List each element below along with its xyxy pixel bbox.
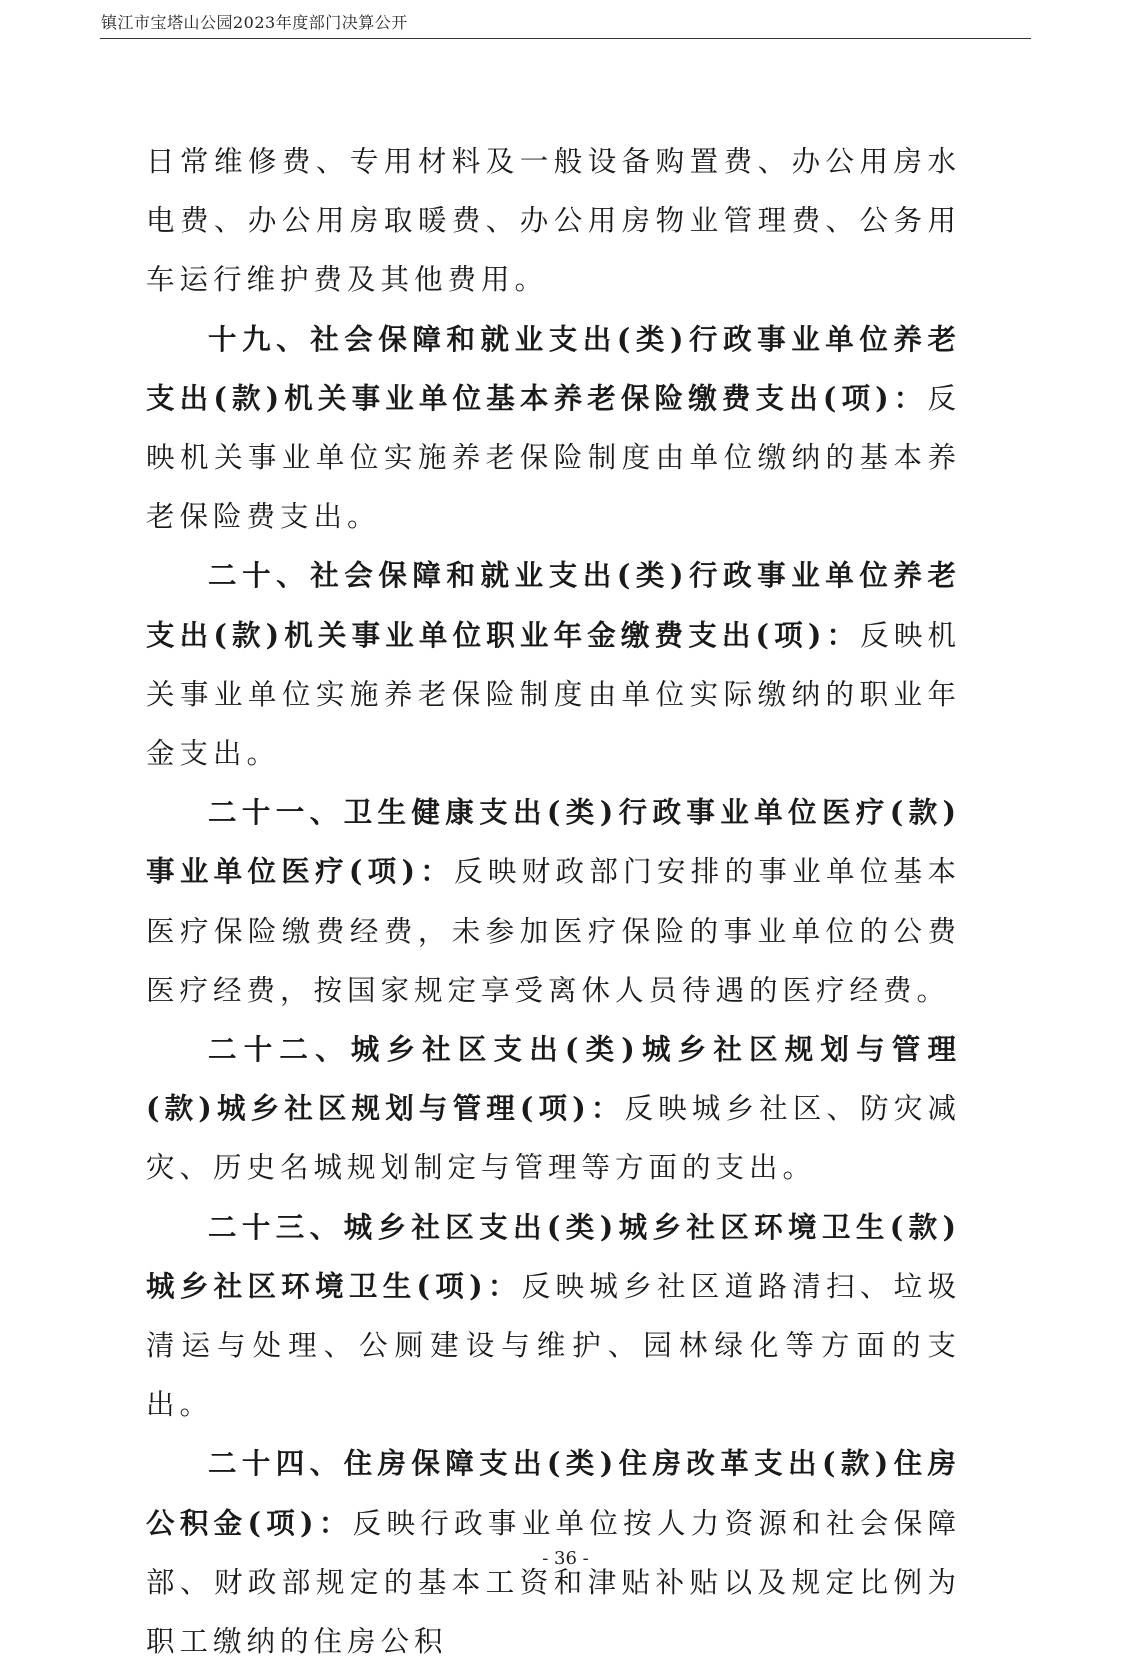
item-heading: 十九、社会保障和就业支出(类)行政事业单位养老支出(款)机关事业单位基本养老保险缴费支出(项)： [146,321,961,415]
intro-paragraph: 日常维修费、专用材料及一般设备购置费、办公用房水电费、办公用房取暖费、办公用房物业管理费、公务用车运行维护费及其他费用。 [146,145,961,297]
page-number: - 36 - [542,1548,589,1569]
item-body: 反映财政部门安排的事业单位基本医疗保险缴费经费，未参加医疗保险的事业单位的公费医疗经费，按国家规定享受离休人员待遇的医疗经费。 [146,855,961,1007]
item-body: 反映城乡社区道路清扫、垃圾清运与处理、公厕建设与维护、园林绿化等方面的支出。 [146,1269,961,1422]
item-19 [146,310,961,547]
item-20 [146,546,961,783]
item-body: 反映行政事业单位按人力资源和社会保障部、财政部规定的基本工资和津贴补贴以及规定比例为职工缴纳的住房公积 [146,1506,961,1659]
item-heading: 二十一、卫生健康支出(类)行政事业单位医疗(款)事业单位医疗(项)： [146,795,961,889]
item-heading: 二十三、城乡社区支出(类)城乡社区环境卫生(款)城乡社区环境卫生(项)： [146,1209,961,1303]
item-body: 反映机关事业单位实施养老保险制度由单位实际缴纳的职业年金支出。 [146,618,961,771]
item-21 [146,783,961,1020]
item-heading: 二十四、住房保障支出(类)住房改革支出(款)住房公积金(项)： [146,1446,961,1540]
document-header: 镇江市宝塔山公园2023年度部门决算公开 [101,13,408,32]
item-body: 反映城乡社区、防灾减灾、历史名城规划制定与管理等方面的支出。 [146,1092,961,1185]
item-heading: 二十、社会保障和就业支出(类)行政事业单位养老支出(款)机关事业单位职业年金缴费支出(项)： [146,558,961,652]
item-heading: 二十二、城乡社区支出(类)城乡社区规划与管理(款)城乡社区规划与管理(项)： [146,1032,961,1126]
header-rule [100,38,1031,39]
document-body [146,132,961,1671]
item-23 [146,1198,961,1435]
item-22 [146,1020,961,1198]
item-body: 反映机关事业单位实施养老保险制度由单位缴纳的基本养老保险费支出。 [146,381,961,534]
